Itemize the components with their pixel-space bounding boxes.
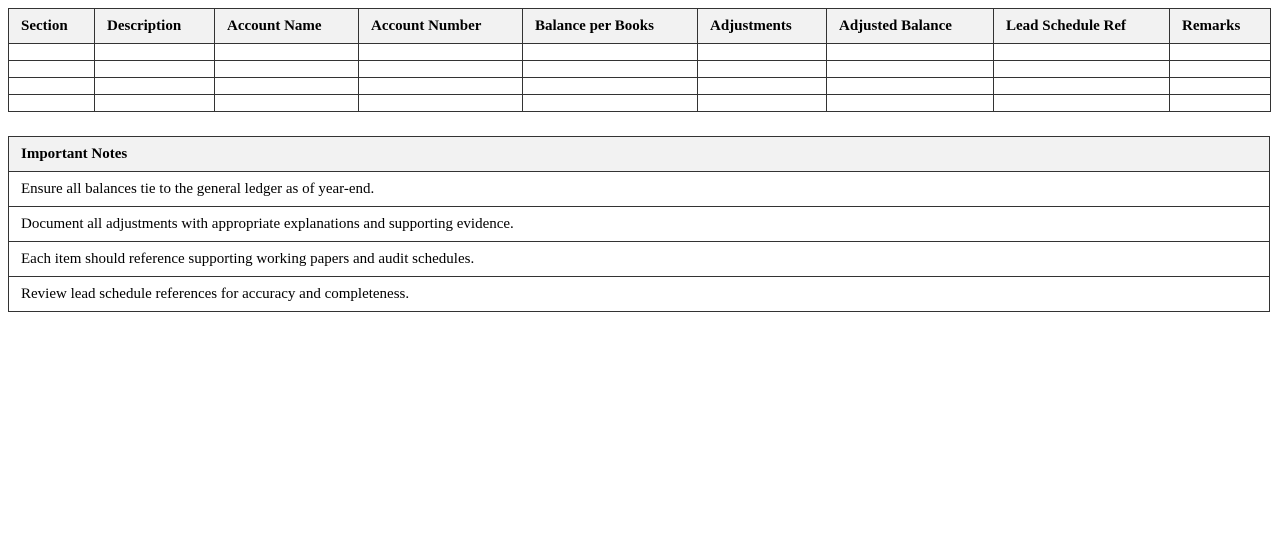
table-cell [523, 44, 698, 61]
table-cell [95, 78, 215, 95]
note-item: Document all adjustments with appropriate explanations and supporting evidence. [9, 207, 1270, 242]
table-cell [1170, 61, 1271, 78]
note-row [9, 207, 1270, 242]
column-header-section: Section [9, 9, 95, 44]
table-cell [698, 44, 827, 61]
table-cell [827, 44, 994, 61]
column-header-adjustments: Adjustments [698, 9, 827, 44]
table-cell [215, 44, 359, 61]
table-cell [95, 61, 215, 78]
table-cell [1170, 44, 1271, 61]
note-row [9, 172, 1270, 207]
table-cell [95, 44, 215, 61]
column-header-account-name: Account Name [215, 9, 359, 44]
important-notes-table [8, 136, 1270, 312]
table-row [9, 61, 1271, 78]
column-header-account-number: Account Number [359, 9, 523, 44]
table-cell [994, 95, 1170, 112]
table-cell [523, 95, 698, 112]
table-cell [359, 78, 523, 95]
column-header-lead-schedule-ref: Lead Schedule Ref [994, 9, 1170, 44]
table-cell [9, 44, 95, 61]
note-row [9, 242, 1270, 277]
table-cell [827, 61, 994, 78]
table-cell [95, 95, 215, 112]
table-cell [523, 61, 698, 78]
table-cell [215, 78, 359, 95]
table-cell [1170, 95, 1271, 112]
table-cell [9, 61, 95, 78]
column-header-adjusted-balance: Adjusted Balance [827, 9, 994, 44]
table-cell [359, 61, 523, 78]
note-item: Ensure all balances tie to the general ledger as of year-end. [9, 172, 1270, 207]
column-header-description: Description [95, 9, 215, 44]
table-cell [698, 78, 827, 95]
header-row [9, 9, 1271, 44]
notes-header-row [9, 137, 1270, 172]
table-cell [215, 61, 359, 78]
note-item: Review lead schedule references for accuracy and completeness. [9, 277, 1270, 312]
table-cell [994, 44, 1170, 61]
table-row [9, 95, 1271, 112]
table-cell [827, 78, 994, 95]
note-row [9, 277, 1270, 312]
table-row [9, 44, 1271, 61]
table-cell [698, 95, 827, 112]
table-cell [9, 78, 95, 95]
table-cell [9, 95, 95, 112]
table-cell [698, 61, 827, 78]
table-cell [359, 95, 523, 112]
table-cell [994, 61, 1170, 78]
table-cell [523, 78, 698, 95]
table-cell [827, 95, 994, 112]
notes-title: Important Notes [9, 137, 1270, 172]
column-header-balance-per-books: Balance per Books [523, 9, 698, 44]
note-item: Each item should reference supporting working papers and audit schedules. [9, 242, 1270, 277]
table-cell [359, 44, 523, 61]
table-row [9, 78, 1271, 95]
table-cell [1170, 78, 1271, 95]
table-cell [994, 78, 1170, 95]
schedule-table [8, 8, 1271, 112]
table-cell [215, 95, 359, 112]
column-header-remarks: Remarks [1170, 9, 1271, 44]
